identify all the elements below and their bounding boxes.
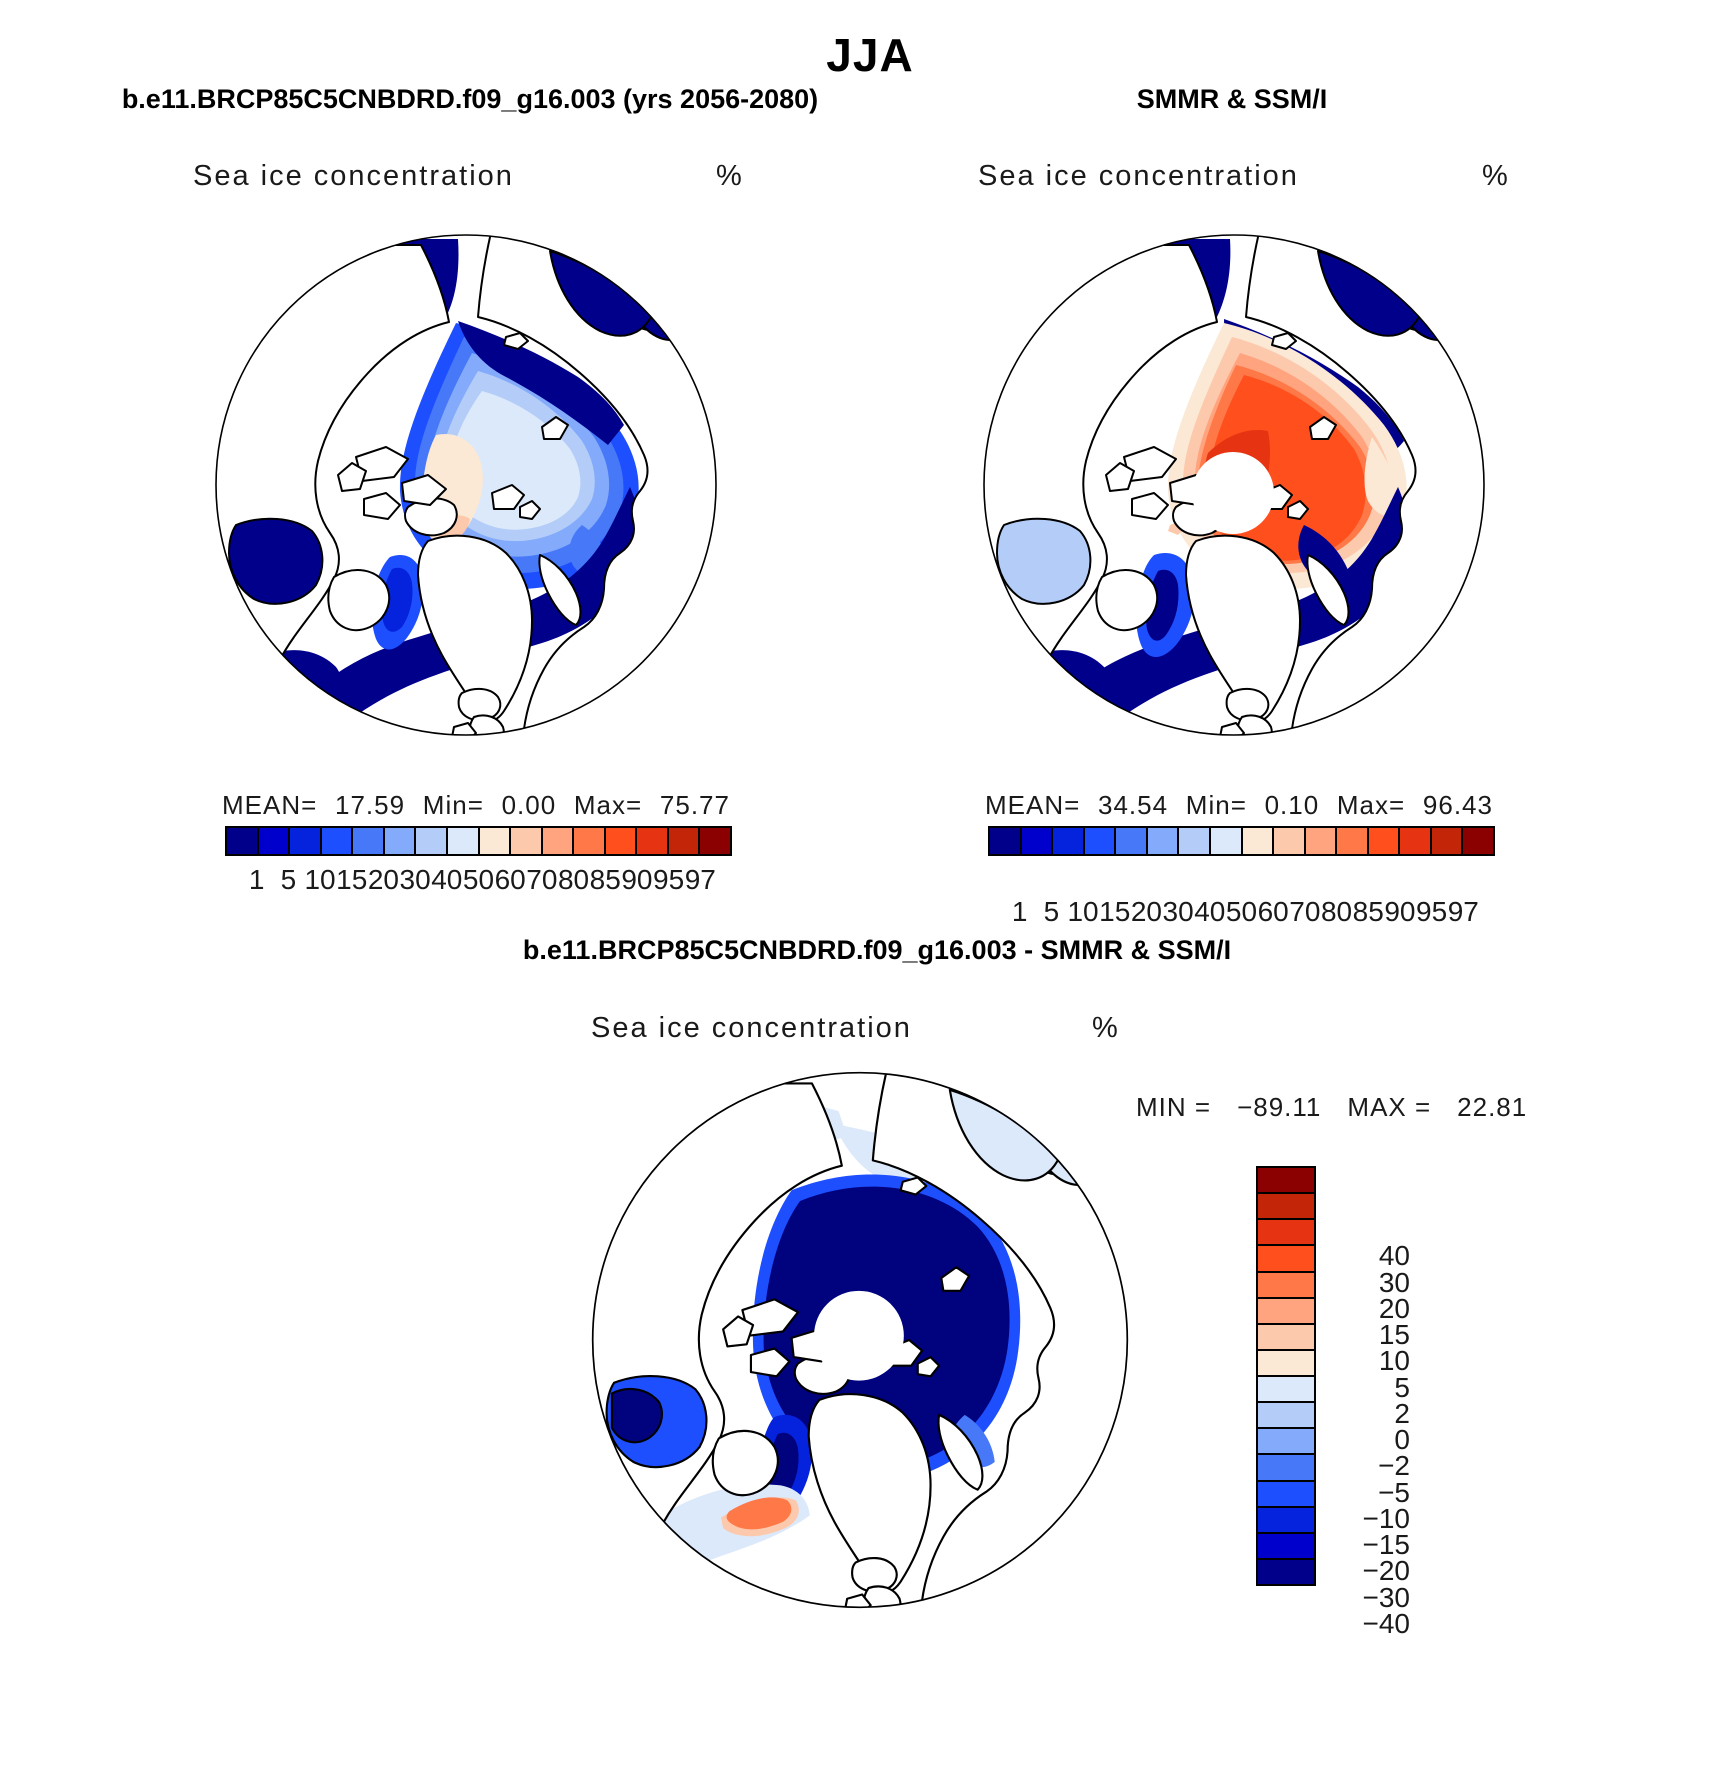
diff-minmax	[1136, 1092, 1527, 1123]
hudson-bay-ice	[229, 519, 322, 604]
obs-mean-label: MEAN=	[985, 790, 1081, 820]
diff-colorbar	[1256, 1166, 1316, 1586]
model-mean-value: 17.59	[335, 790, 406, 820]
obs-colorbar-ticks: 1 5 10 15 20 30 40 50 60 70 80 85 90 95 97	[1011, 896, 1479, 927]
diff-units-label: %	[1092, 1012, 1120, 1044]
diff-field-label: Sea ice concentration	[591, 1012, 912, 1044]
diff-map	[582, 1062, 1138, 1618]
obs-field-label: Sea ice concentration	[978, 160, 1299, 192]
diff-panel-title: b.e11.BRCP85C5CNBDRD.f09_g16.003 - SMMR & SSM/I	[522, 935, 1232, 965]
diff-min-value: −89.11	[1237, 1092, 1322, 1122]
obs-max-value: 96.43	[1422, 790, 1493, 820]
hudson-bay-ice	[997, 519, 1090, 604]
figure-title: JJA	[826, 29, 914, 81]
model-panel-title: b.e11.BRCP85C5CNBDRD.f09_g16.003 (yrs 2056-2080)	[121, 84, 819, 114]
obs-units-label: %	[1482, 160, 1510, 192]
model-colorbar-ticks: 1 5 10 15 20 30 40 50 60 70 80 85 90 95 97	[248, 864, 716, 895]
obs-stats	[985, 790, 1493, 821]
diff-max-label: MAX =	[1347, 1092, 1432, 1122]
obs-min-label: Min=	[1185, 790, 1247, 820]
diff-max-value: 22.81	[1457, 1092, 1528, 1122]
satellite-pole-hole	[1192, 452, 1274, 534]
model-mean-label: MEAN=	[222, 790, 318, 820]
model-min-label: Min=	[422, 790, 484, 820]
obs-panel-title: SMMR & SSM/I	[1136, 84, 1328, 114]
obs-max-label: Max=	[1336, 790, 1406, 820]
model-max-value: 75.77	[659, 790, 730, 820]
model-field-label: Sea ice concentration	[193, 160, 514, 192]
model-min-value: 0.00	[501, 790, 557, 820]
model-map	[206, 225, 726, 745]
obs-mean-value: 34.54	[1098, 790, 1169, 820]
hudson-bay-diff-core	[612, 1389, 662, 1442]
obs-map	[974, 225, 1494, 745]
model-colorbar	[225, 826, 732, 856]
satellite-pole-hole	[814, 1291, 904, 1381]
model-stats	[222, 790, 730, 821]
diff-min-label: MIN =	[1136, 1092, 1212, 1122]
model-max-label: Max=	[573, 790, 643, 820]
model-units-label: %	[716, 160, 744, 192]
obs-min-value: 0.10	[1264, 790, 1320, 820]
diff-colorbar-labels: 40 30 20 15 10 5 2 0 −2 −5 −10 −15 −20 −30 −40	[1362, 1240, 1410, 1639]
obs-colorbar	[988, 826, 1495, 856]
